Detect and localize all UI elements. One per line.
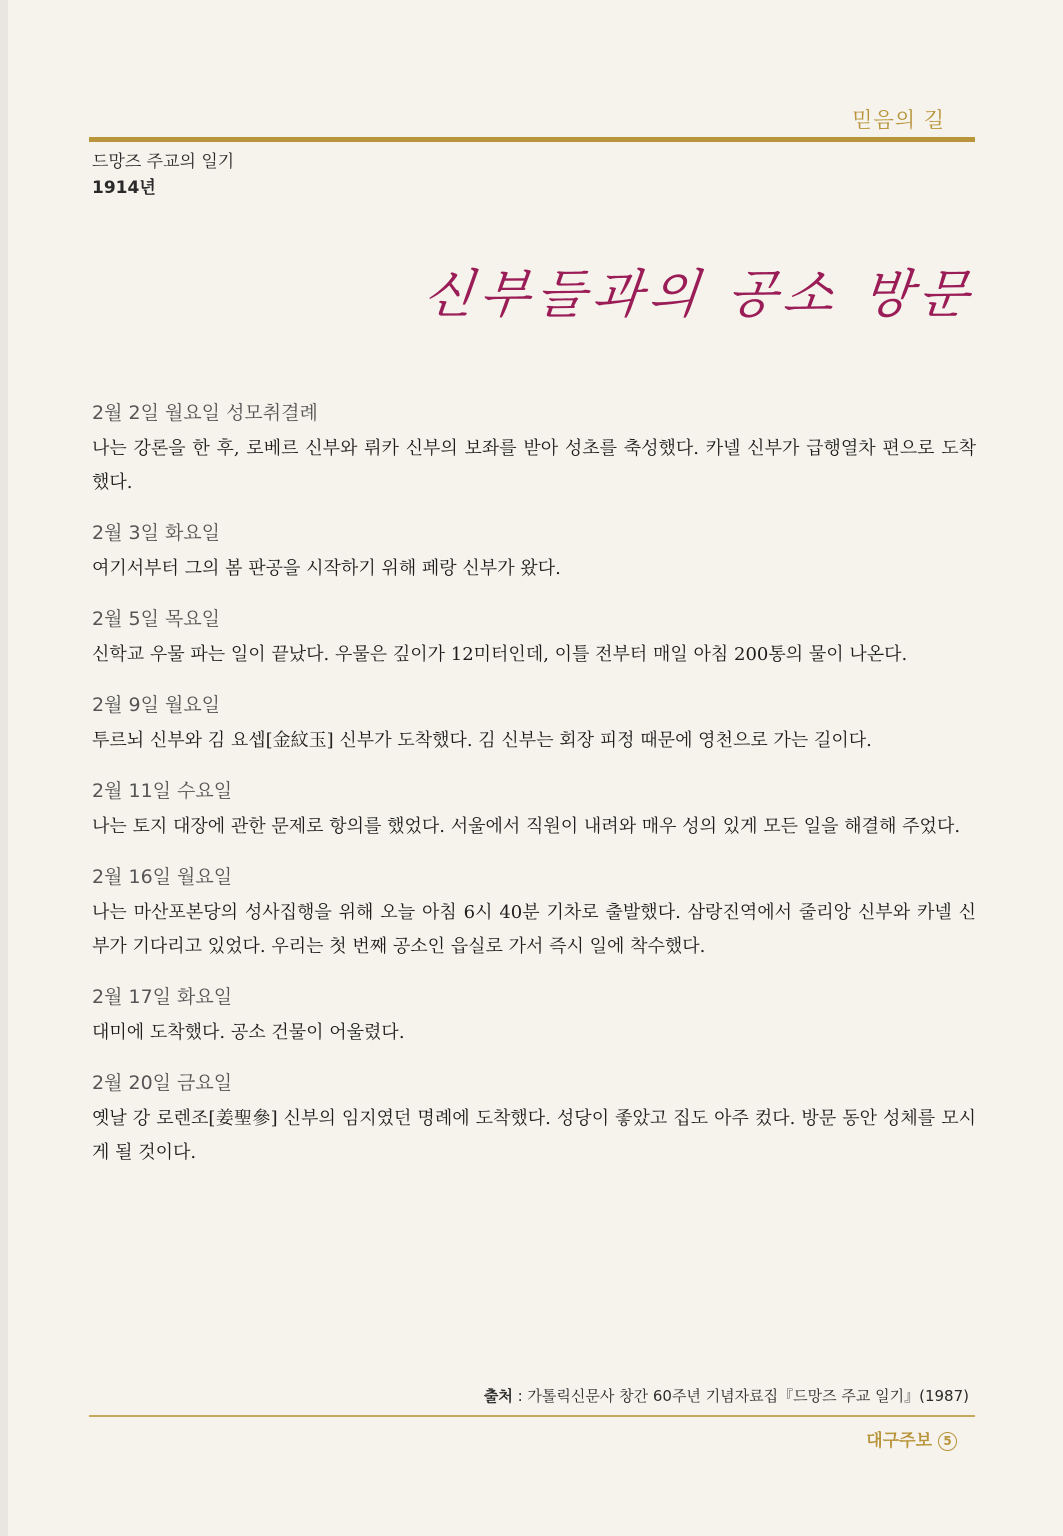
entry-text: 나는 마산포본당의 성사집행을 위해 오늘 아침 6시 40분 기차로 출발했다. 삼랑진역에서 줄리앙 신부와 카넬 신부가 기다리고 있었다. 우리는 첫 번째 공소인 읍실로 가서 즉시 일에 착수했다. <box>92 902 976 957</box>
diary-entry <box>92 862 976 964</box>
entry-date: 2월 16일 월요일 <box>92 866 233 888</box>
article-title: 신부들과의 공소 방문 <box>420 265 978 325</box>
series-title: 드망즈 주교의 일기 <box>92 152 235 172</box>
entry-text: 신학교 우물 파는 일이 끝났다. 우물은 깊이가 12미터인데, 이틀 전부터 매일 아침 200통의 물이 나온다. <box>92 644 908 665</box>
entry-date: 2월 11일 수요일 <box>92 780 233 802</box>
entry-date: 2월 3일 화요일 <box>92 522 221 544</box>
bottom-divider <box>89 1415 975 1417</box>
diary-entries <box>92 398 976 1188</box>
diary-entry <box>92 690 976 758</box>
diary-entry <box>92 518 976 586</box>
entry-text: 옛날 강 로렌조[姜聖參] 신부의 임지였던 명례에 도착했다. 성당이 좋았고 집도 아주 컸다. 방문 동안 성체를 모시게 될 것이다. <box>92 1108 976 1163</box>
source-text: : 가톨릭신문사 창간 60주년 기념자료집『드망즈 주교 일기』(1987) <box>512 1387 969 1405</box>
diary-entry <box>92 982 976 1050</box>
entry-text: 나는 강론을 한 후, 로베르 신부와 뤼카 신부의 보좌를 받아 성초를 축성했다. 카넬 신부가 급행열차 편으로 도착했다. <box>92 438 976 493</box>
publication-name: 대구주보 <box>866 1431 932 1451</box>
page-number: 5 <box>938 1432 957 1451</box>
series-year: 1914년 <box>92 178 156 198</box>
footer <box>866 1426 957 1451</box>
source-label: 출처 <box>483 1387 513 1405</box>
top-divider <box>89 137 975 142</box>
entry-text: 여기서부터 그의 봄 판공을 시작하기 위해 페랑 신부가 왔다. <box>92 558 561 579</box>
diary-entry <box>92 1068 976 1170</box>
entry-date: 2월 20일 금요일 <box>92 1072 233 1094</box>
entry-date: 2월 5일 목요일 <box>92 608 221 630</box>
page <box>8 0 1063 1536</box>
diary-entry <box>92 398 976 500</box>
entry-text: 나는 토지 대장에 관한 문제로 항의를 했었다. 서울에서 직원이 내려와 매우 성의 있게 모든 일을 해결해 주었다. <box>92 816 961 837</box>
series-info <box>92 149 234 201</box>
entry-text: 투르뇌 신부와 김 요셉[金紋玉] 신부가 도착했다. 김 신부는 회장 피정 때문에 영천으로 가는 길이다. <box>92 730 872 751</box>
entry-date: 2월 17일 화요일 <box>92 986 233 1008</box>
entry-date: 2월 9일 월요일 <box>92 694 221 716</box>
diary-entry <box>92 604 976 672</box>
diary-entry <box>92 776 976 844</box>
entry-text: 대미에 도착했다. 공소 건물이 어울렸다. <box>92 1022 405 1043</box>
section-label: 믿음의 길 <box>852 108 945 132</box>
entry-date: 2월 2일 월요일 성모취결례 <box>92 402 318 424</box>
source-citation <box>484 1385 969 1406</box>
